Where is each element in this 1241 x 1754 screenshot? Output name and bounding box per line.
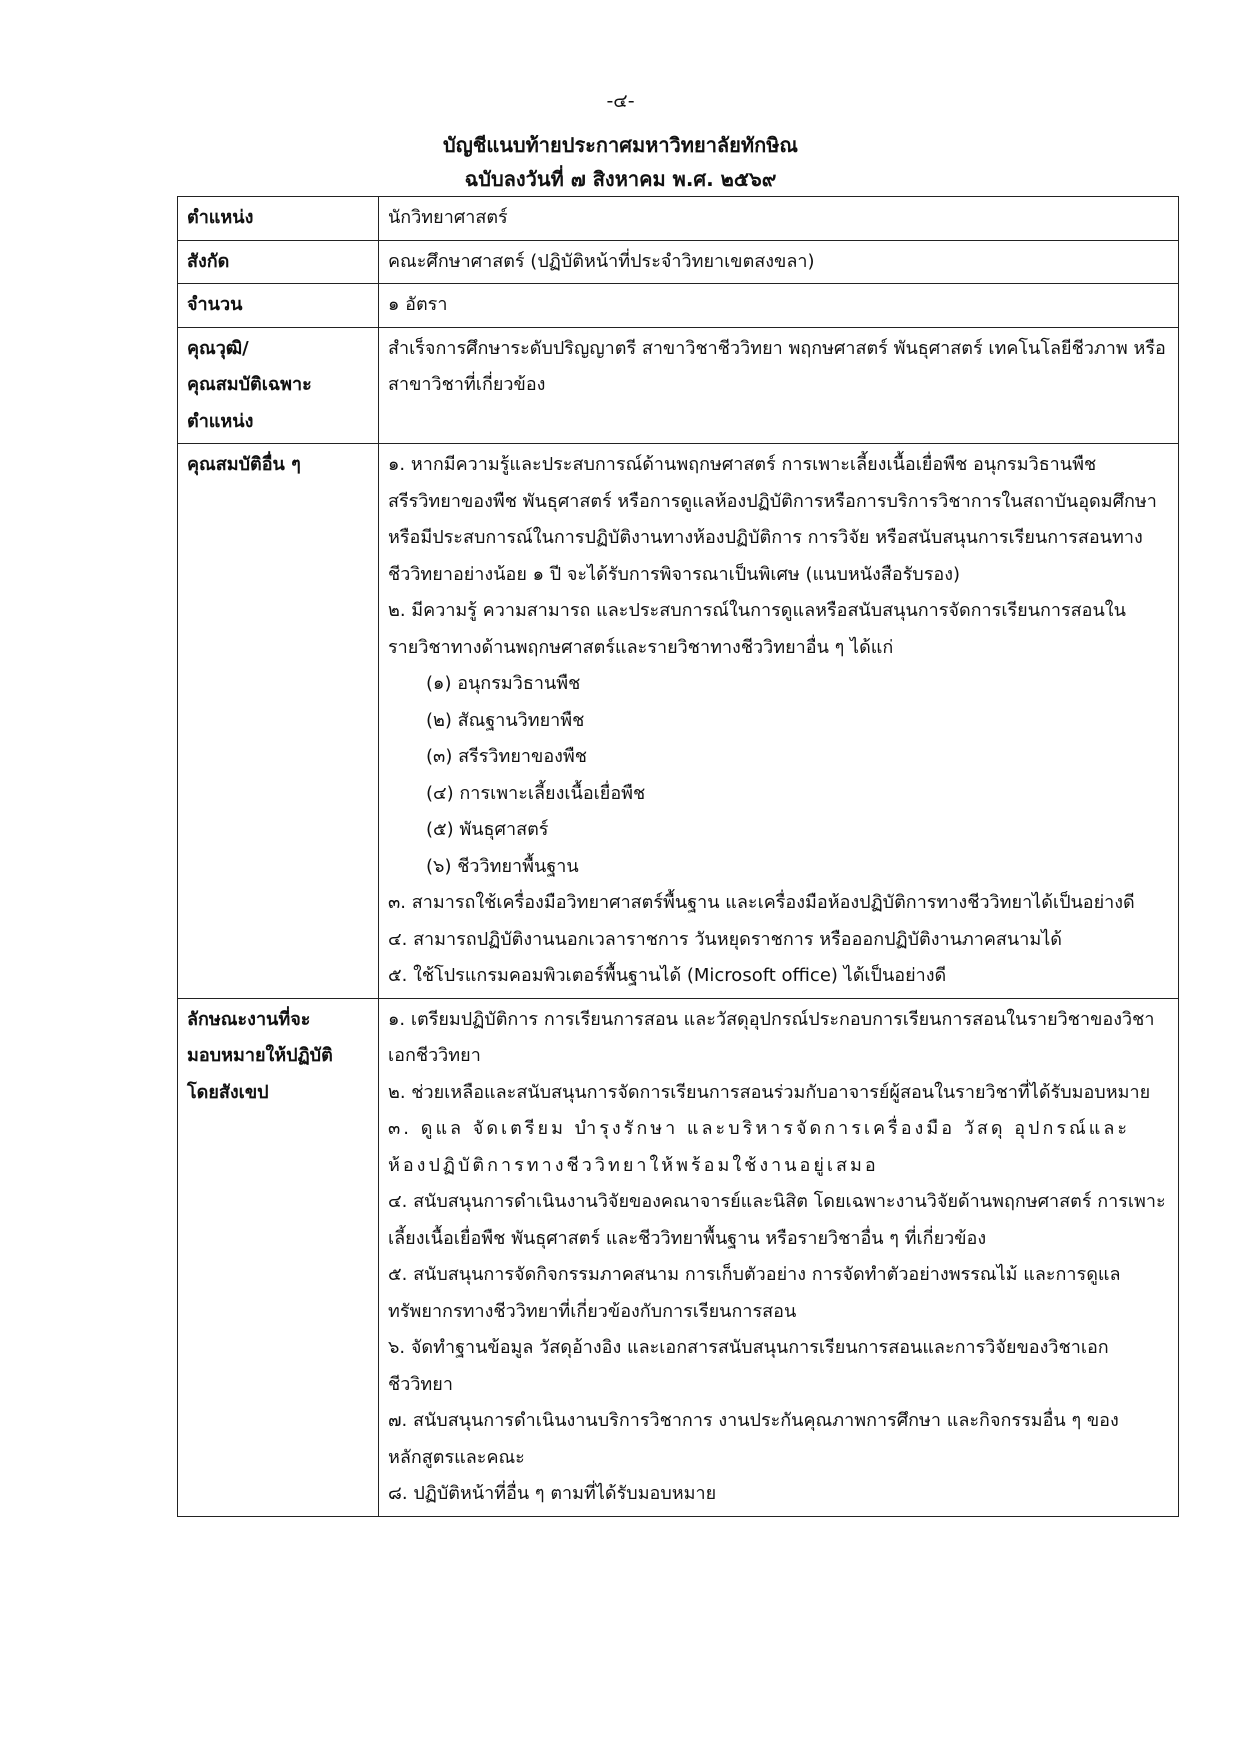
sub-list-item: (๒) สัณฐานวิทยาพืช (426, 709, 585, 731)
table-row-duties (178, 998, 1179, 1516)
qualification-value: สำเร็จการศึกษาระดับปริญญาตรี สาขาวิชาชีววิทยา พฤกษศาสตร์ พันธุศาสตร์ เทคโนโลยีชีวภาพ หรือสาขาวิชาที่เกี่ยวข้อง (379, 327, 1179, 444)
affiliation-value: คณะศึกษาศาสตร์ (ปฏิบัติหน้าที่ประจำวิทยาเขตสงขลา) (379, 240, 1179, 284)
table-row-qualification (178, 327, 1179, 444)
sub-list-item: (๕) พันธุศาสตร์ (426, 819, 549, 840)
table-row-other-qualifications (178, 444, 1179, 999)
position-spec-table (177, 196, 1179, 1517)
quota-label: จำนวน (178, 284, 379, 328)
duties-label-line: โดยสังเขป (187, 1081, 269, 1103)
other-qualifications-label: คุณสมบัติอื่น ๆ (178, 444, 379, 999)
page-number: -๔- (606, 90, 635, 112)
quota-value: ๑ อัตรา (379, 284, 1179, 328)
table-row-affiliation (178, 240, 1179, 284)
list-item: ๗. สนับสนุนการดำเนินงานบริการวิชาการ งานประกันคุณภาพการศึกษา และกิจกรรมอื่น ๆ ของหลักสูตรและคณะ (388, 1410, 1119, 1468)
duties-label (178, 998, 379, 1516)
qualification-label (178, 327, 379, 444)
qualification-label-line: คุณสมบัติเฉพาะ (187, 374, 312, 395)
sub-list-item: (๓) สรีรวิทยาของพืช (426, 746, 588, 767)
list-item: ๔. สามารถปฏิบัติงานนอกเวลาราชการ วันหยุดราชการ หรือออกปฏิบัติงานภาคสนามได้ (388, 928, 1062, 950)
list-item: ๑. เตรียมปฏิบัติการ การเรียนการสอน และวัสดุอุปกรณ์ประกอบการเรียนการสอนในรายวิชาของวิชาเอกชีววิทยา (388, 1008, 1155, 1066)
table-row-quota (178, 284, 1179, 328)
sub-list-item: (๑) อนุกรมวิธานพืช (426, 673, 581, 694)
list-item: ๒. ช่วยเหลือและสนับสนุนการจัดการเรียนการสอนร่วมกับอาจารย์ผู้สอนในรายวิชาที่ได้รับมอบหมาย (388, 1081, 1151, 1103)
table-row-position (178, 197, 1179, 241)
position-label: ตำแหน่ง (178, 197, 379, 241)
list-item: ๒. มีความรู้ ความสามารถ และประสบการณ์ในการดูแลหรือสนับสนุนการจัดการเรียนการสอนในรายวิชาทางด้านพฤกษศาสตร์และรายวิชาทางชีววิทยาอื่น ๆ ได้แก่ (388, 600, 1126, 658)
list-item: ๓. ดูแล จัดเตรียม บำรุงรักษา และบริหารจัดการเครื่องมือ วัสดุ อุปกรณ์และห้องปฏิบัติการทางชีววิทยาให้พร้อมใช้งานอยู่เสมอ (388, 1118, 1131, 1176)
other-qualifications-list (379, 444, 1179, 999)
duties-label-line: มอบหมายให้ปฏิบัติ (187, 1045, 333, 1066)
affiliation-label: สังกัด (178, 240, 379, 284)
duties-list (379, 998, 1179, 1516)
list-item: ๔. สนับสนุนการดำเนินงานวิจัยของคณาจารย์และนิสิต โดยเฉพาะงานวิจัยด้านพฤกษศาสตร์ การเพาะเลี้ยงเนื้อเยื่อพืช พันธุศาสตร์ และชีววิทยาพื้นฐาน หรือรายวิชาอื่น ๆ ที่เกี่ยวข้อง (388, 1191, 1166, 1249)
list-item: ๖. จัดทำฐานข้อมูล วัสดุอ้างอิง และเอกสารสนับสนุนการเรียนการสอนและการวิจัยของวิชาเอกชีววิทยา (388, 1337, 1109, 1395)
list-item: ๓. สามารถใช้เครื่องมือวิทยาศาสตร์พื้นฐาน และเครื่องมือห้องปฏิบัติการทางชีววิทยาได้เป็นอย่างดี (388, 892, 1135, 913)
sub-list-item: (๔) การเพาะเลี้ยงเนื้อเยื่อพืช (426, 782, 646, 804)
duties-label-line: ลักษณะงานที่จะ (187, 1008, 311, 1030)
qualification-label-line: ตำแหน่ง (187, 410, 254, 432)
list-item: ๑. หากมีความรู้และประสบการณ์ด้านพฤกษศาสตร์ การเพาะเลี้ยงเนื้อเยื่อพืช อนุกรมวิธานพืช สรีรวิทยาของพืช พันธุศาสตร์ หรือการดูแลห้องปฏิบัติการหรือการบริการวิชาการในสถาบันอุดมศึกษา หรือมีประสบการณ์ในการปฏิบัติงานทางห้องปฏิบัติการ การวิจัย หรือสนับสนุนการเรียนการสอนทางชีววิทยาอย่างน้อย ๑ ปี จะได้รับการพิจารณาเป็นพิเศษ (แนบหนังสือรับรอง) (388, 454, 1157, 585)
document-date: ฉบับลงวันที่ ๗ สิงหาคม พ.ศ. ๒๕๖๙ (464, 167, 777, 191)
sub-list-item: (๖) ชีววิทยาพื้นฐาน (426, 855, 579, 877)
document-title: บัญชีแนบท้ายประกาศมหาวิทยาลัยทักษิณ (443, 133, 798, 157)
list-item: ๕. สนับสนุนการจัดกิจกรรมภาคสนาม การเก็บตัวอย่าง การจัดทำตัวอย่างพรรณไม้ และการดูแลทรัพยากรทางชีววิทยาที่เกี่ยวข้องกับการเรียนการสอน (388, 1264, 1121, 1322)
qualification-label-line: คุณวุฒิ/ (187, 337, 249, 359)
list-item: ๕. ใช้โปรแกรมคอมพิวเตอร์พื้นฐานได้ (Microsoft office) ได้เป็นอย่างดี (388, 965, 947, 986)
list-item: ๘. ปฏิบัติหน้าที่อื่น ๆ ตามที่ได้รับมอบหมาย (388, 1483, 717, 1504)
position-value: นักวิทยาศาสตร์ (379, 197, 1179, 241)
